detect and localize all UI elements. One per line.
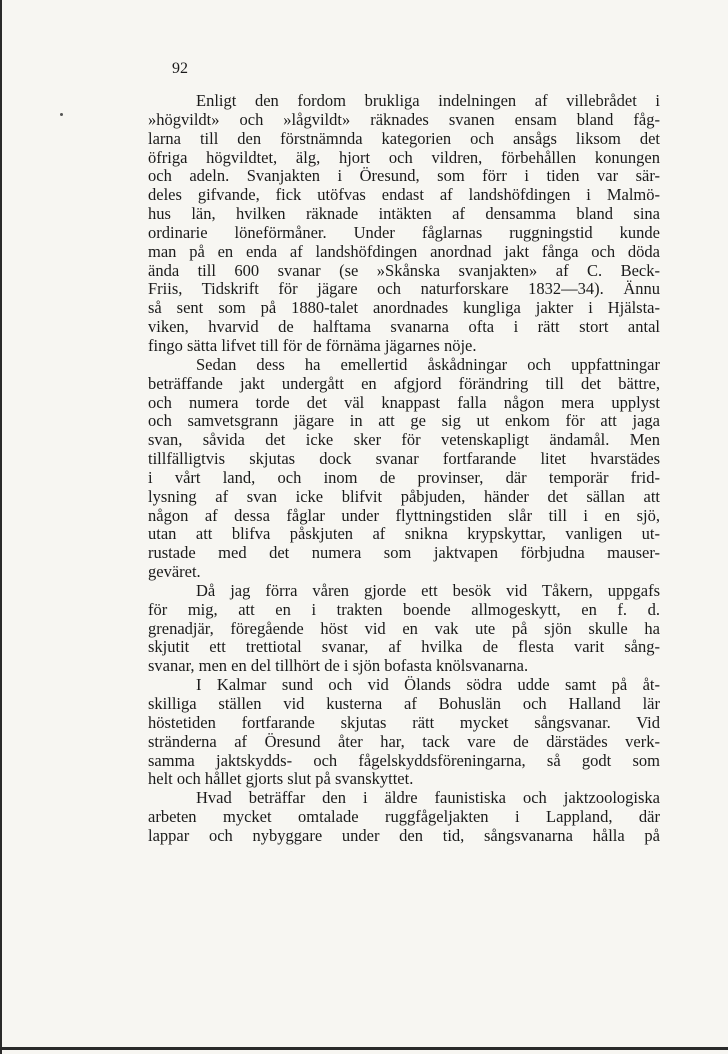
- text-line: geväret.: [148, 562, 201, 582]
- text-line: skilliga ställen vid kusterna af Bohuslän och Halland lär: [148, 694, 660, 713]
- text-line: rustade med det numera som jaktvapen förbjudna mauser-: [148, 543, 660, 563]
- page-number: 92: [172, 60, 188, 77]
- text-line: för mig, att en i trakten boende allmogeskytt, en f. d.: [148, 599, 660, 619]
- text-line: larna till den förstnämnda kategorien och ansågs liksom det: [148, 128, 660, 148]
- text-line: lysning af svan icke blifvit påbjuden, händer det sällan att: [148, 486, 660, 506]
- text-line: beträffande jakt undergått en afgjord förändring till det bättre,: [148, 373, 660, 393]
- text-line: arbeten mycket omtalade ruggfågeljakten i Lappland, där: [148, 807, 660, 827]
- text-line: fingo sätta lifvet till för de förnäma jägarnes nöje.: [148, 335, 477, 355]
- text-line: och samvetsgrann jägare in att ge sig ut enkom för att jaga: [148, 411, 660, 431]
- text-line: Friis, Tidskrift för jägare och naturforskare 1832—34). Ännu: [148, 279, 660, 299]
- scan-left-border: [0, 0, 2, 1054]
- text-line: I Kalmar sund och vid Ölands södra udde samt på åt-: [196, 675, 660, 695]
- text-line: utan att blifva påskjuten af snikna krypskyttar, vanligen ut-: [148, 524, 660, 544]
- text-line: Enligt den fordom brukliga indelningen af villebrådet i: [196, 91, 660, 110]
- body-text: [148, 92, 660, 846]
- text-line: grenadjär, föregående höst vid en vak ute på sjön skulle ha: [148, 618, 660, 638]
- text-line: lappar och nybyggare under den tid, sångsvanarna hålla på: [148, 825, 660, 845]
- text-line: höstetiden fortfarande skjutas rätt mycket sångsvanar. Vid: [148, 712, 660, 732]
- text-line: öfriga högvildtet, älg, hjort och vildren, förbehållen konungen: [148, 147, 660, 167]
- text-line: skjutit ett trettiotal svanar, af hvilka de flesta varit sång-: [148, 637, 660, 657]
- text-line: viken, hvarvid de halftama svanarna ofta i rätt stort antal: [148, 317, 660, 337]
- text-line: ordinarie löneförmåner. Under fåglarnas ruggningstid kunde: [148, 222, 660, 242]
- text-line: stränderna af Öresund åter har, tack vare de därstädes verk-: [148, 731, 660, 751]
- text-line: och adeln. Svanjakten i Öresund, som förr i tiden var sär-: [148, 166, 660, 186]
- text-line: ända till 600 svanar (se »Skånska svanjakten» af C. Beck-: [148, 260, 660, 280]
- scan-bottom-border: [0, 1047, 728, 1050]
- text-line: Då jag förra våren gjorde ett besök vid Tåkern, uppgafs: [196, 580, 660, 600]
- text-line: tillfälligtvis skjutas dock svanar fortfarande litet hvarstädes: [148, 449, 660, 469]
- text-line: hus län, hvilken räknade intäkten af densamma bland sina: [148, 204, 660, 224]
- text-line: man på en enda af landshöfdingen anordnad jakt fånga och döda: [148, 241, 660, 261]
- text-line: svanar, men en del tillhört de i sjön bofasta knölsvanarna.: [148, 656, 529, 676]
- text-line: helt och hållet gjorts slut på svanskyttet.: [148, 769, 414, 789]
- text-line: Hvad beträffar den i äldre faunistiska och jaktzoologiska: [196, 788, 660, 808]
- text-line: så sent som på 1880-talet anordnades kungliga jakter i Hjälsta-: [148, 298, 660, 318]
- margin-speck: [60, 113, 63, 116]
- text-line: »högvildt» och »lågvildt» räknades svanen ensam bland fåg-: [148, 109, 660, 129]
- text-line: någon af dessa fåglar under flyttningstiden slår till i en sjö,: [148, 505, 660, 525]
- text-line: svan, såvida det icke sker för vetenskapligt ändamål. Men: [148, 430, 660, 450]
- text-line: deles gifvande, fick utöfvas endast af landshöfdingen i Malmö-: [148, 185, 660, 205]
- text-line: samma jaktskydds- och fågelskyddsföreningarna, så godt som: [148, 750, 660, 770]
- text-line: Sedan dess ha emellertid åskådningar och uppfattningar: [196, 354, 660, 374]
- text-line: och numera torde det väl knappast falla någon mera upplyst: [148, 392, 660, 412]
- text-line: i vårt land, och inom de provinser, där temporär frid-: [148, 467, 660, 487]
